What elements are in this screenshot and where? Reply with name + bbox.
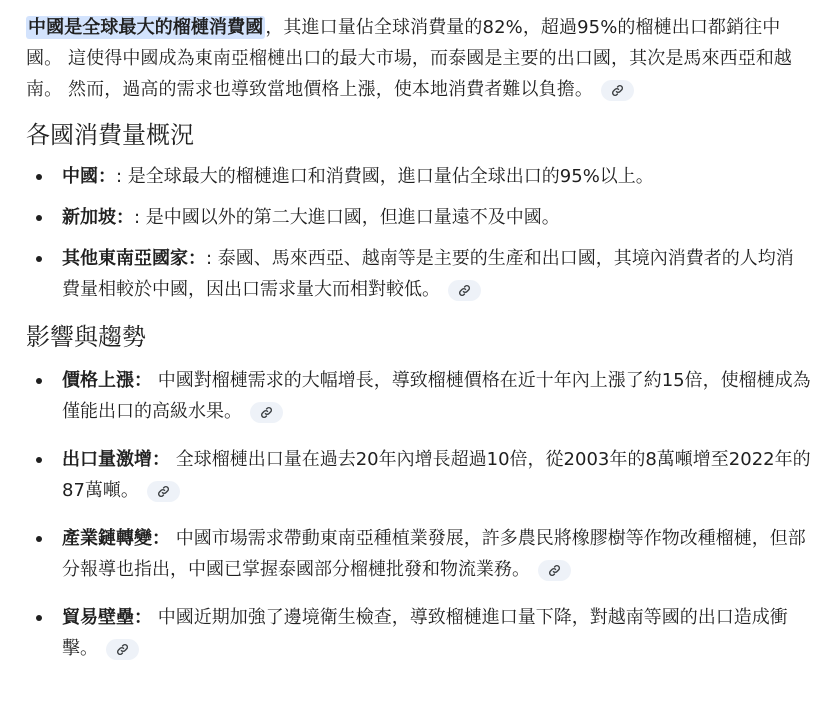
section-heading-impact: 影響與趨勢 (26, 323, 146, 351)
bullet-icon (36, 215, 42, 221)
bullet-icon (36, 457, 42, 463)
item-text: 全球榴槤出口量在過去20年內增長超過10倍，從2003年的8萬噸增至2022年的87萬噸。 (62, 449, 811, 501)
bullet-icon (36, 378, 42, 384)
bullet-icon (36, 174, 42, 180)
item-text: 中國近期加強了邊境衛生檢查，導致榴槤進口量下降，對越南等國的出口造成衝擊。 (62, 607, 788, 659)
list-item (26, 243, 811, 305)
bullet-icon (36, 615, 42, 621)
bullet-icon (36, 536, 42, 542)
item-label: 中國： (62, 166, 116, 187)
link-icon (116, 643, 129, 656)
impact-list (26, 365, 811, 664)
item-text: : 泰國、馬來西亞、越南等是主要的生產和出口國，其境內消費者的人均消費量相較於中國，因出口需求量大而相對較低。 (62, 248, 794, 300)
list-item (26, 523, 811, 585)
link-icon (611, 84, 624, 97)
link-icon (548, 564, 561, 577)
item-text: 中國市場需求帶動東南亞種植業發展，許多農民將橡膠樹等作物改種榴槤，但部分報導也指出，中國已掌握泰國部分榴槤批發和物流業務。 (62, 528, 806, 580)
item-text: 中國對榴槤需求的大幅增長，導致榴槤價格在近十年內上漲了約15倍，使榴槤成為僅能出口的高級水果。 (62, 370, 811, 422)
citation-chip[interactable] (538, 560, 571, 581)
citation-chip[interactable] (601, 80, 634, 101)
item-label: 新加坡： (62, 207, 134, 228)
list-item (26, 161, 811, 192)
section-heading-consumption: 各國消費量概況 (26, 121, 194, 149)
list-item (26, 202, 811, 233)
item-label: 產業鏈轉變： (62, 528, 170, 549)
citation-chip[interactable] (448, 280, 481, 301)
citation-chip[interactable] (250, 402, 283, 423)
link-icon (458, 284, 471, 297)
item-label: 價格上漲： (62, 370, 152, 391)
citation-chip[interactable] (106, 639, 139, 660)
list-item (26, 365, 811, 427)
list-item (26, 444, 811, 506)
item-label: 貿易壁壘： (62, 607, 152, 628)
intro-text: ，其進口量佔全球消費量的82%，超過95%的榴槤出口都銷往中國。 這使得中國成為東南亞榴槤出口的最大市場，而泰國是主要的出口國，其次是馬來西亞和越南。 然而，過高的需求也導致當地價格上漲，使本地消費者難以負擔。 (26, 17, 793, 100)
item-label: 出口量激增： (62, 449, 170, 470)
intro-paragraph (26, 12, 811, 105)
citation-chip[interactable] (147, 481, 180, 502)
item-text: : 是全球最大的榴槤進口和消費國，進口量佔全球出口的95%以上。 (116, 166, 654, 187)
bullet-icon (36, 256, 42, 262)
item-label: 其他東南亞國家： (62, 248, 206, 269)
link-icon (260, 406, 273, 419)
list-item (26, 602, 811, 664)
consumption-list (26, 161, 811, 305)
highlighted-text: 中國是全球最大的榴槤消費國 (28, 17, 264, 38)
link-icon (157, 485, 170, 498)
item-text: : 是中國以外的第二大進口國，但進口量遠不及中國。 (134, 207, 560, 228)
